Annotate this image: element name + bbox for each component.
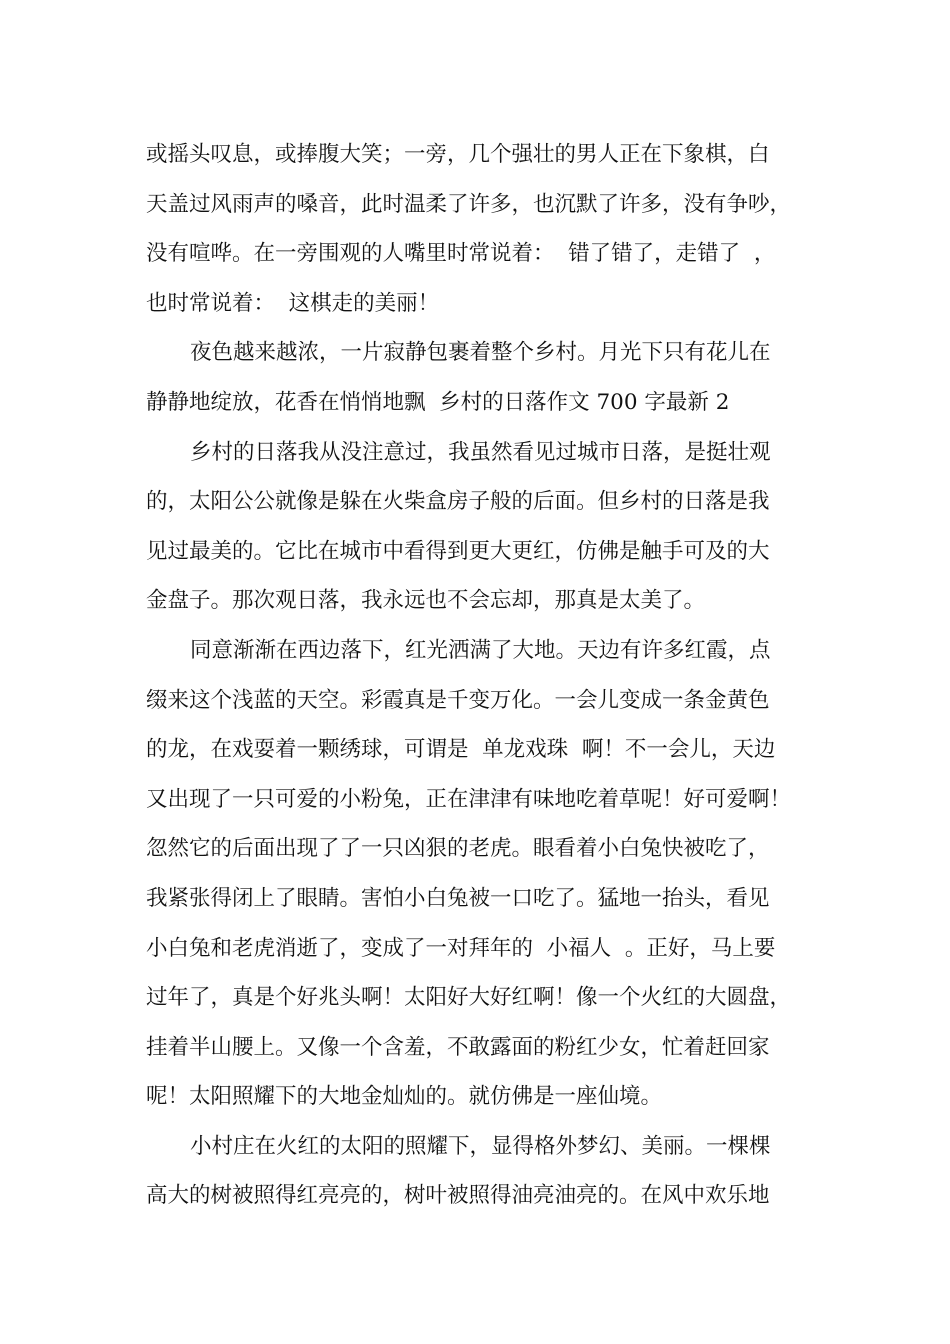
paragraph-first-line: 乡村的日落我从没注意过，我虽然看见过城市日落，是挺壮观	[190, 439, 771, 465]
text-line: 没有喧哗。在一旁围观的人嘴里时常说着： 错了错了，走错了 ，	[146, 241, 776, 267]
text-line: 高大的树被照得红亮亮的，树叶被照得油亮油亮的。在风中欢乐地	[146, 1183, 770, 1209]
text-line: 挂着半山腰上。又像一个含羞，不敢露面的粉红少女，忙着赶回家	[146, 1034, 770, 1060]
text-line: 天盖过风雨声的嗓音，此时温柔了许多，也沉默了许多，没有争吵，	[146, 191, 792, 217]
text-line: 忽然它的后面出现了了一只凶狠的老虎。眼看着小白兔快被吃了，	[146, 836, 770, 862]
text-line: 呢！太阳照耀下的大地金灿灿的。就仿佛是一座仙境。	[146, 1084, 663, 1110]
text-line: 缀来这个浅蓝的天空。彩霞真是千变万化。一会儿变成一条金黄色	[146, 687, 770, 713]
text-line: 我紧张得闭上了眼睛。害怕小白兔被一口吃了。猛地一抬头，看见	[146, 885, 770, 911]
text-line: 又出现了一只可爱的小粉兔，正在津津有味地吃着草呢！好可爱啊！	[146, 786, 792, 812]
paragraph-first-line: 夜色越来越浓，一片寂静包裹着整个乡村。月光下只有花儿在	[190, 340, 771, 366]
text-line: 小白兔和老虎消逝了，变成了一对拜年的 小福人 。正好，马上要	[146, 935, 776, 961]
text-line: 或摇头叹息，或捧腹大笑；一旁，几个强壮的男人正在下象棋，白	[146, 142, 770, 167]
text-line: 静静地绽放，花香在悄悄地飘 乡村的日落作文 700 字最新 2	[146, 389, 730, 415]
text-line: 金盘子。那次观日落，我永远也不会忘却，那真是太美了。	[146, 588, 706, 614]
body-text	[146, 130, 816, 1221]
paragraph-first-line: 小村庄在火红的太阳的照耀下，显得格外梦幻、美丽。一棵棵	[190, 1133, 771, 1159]
text-line: 的，太阳公公就像是躲在火柴盒房子般的后面。但乡村的日落是我	[146, 489, 770, 515]
text-line: 见过最美的。它比在城市中看得到更大更红，仿佛是触手可及的大	[146, 538, 770, 564]
text-line: 的龙，在戏耍着一颗绣球，可谓是 单龙戏珠 啊！不一会儿，天边	[146, 737, 776, 763]
text-line: 也时常说着： 这棋走的美丽！	[146, 290, 440, 316]
text-line: 过年了，真是个好兆头啊！太阳好大好红啊！像一个火红的大圆盘，	[146, 985, 792, 1011]
paragraph-first-line: 同意渐渐在西边落下，红光洒满了大地。天边有许多红霞，点	[190, 637, 771, 663]
